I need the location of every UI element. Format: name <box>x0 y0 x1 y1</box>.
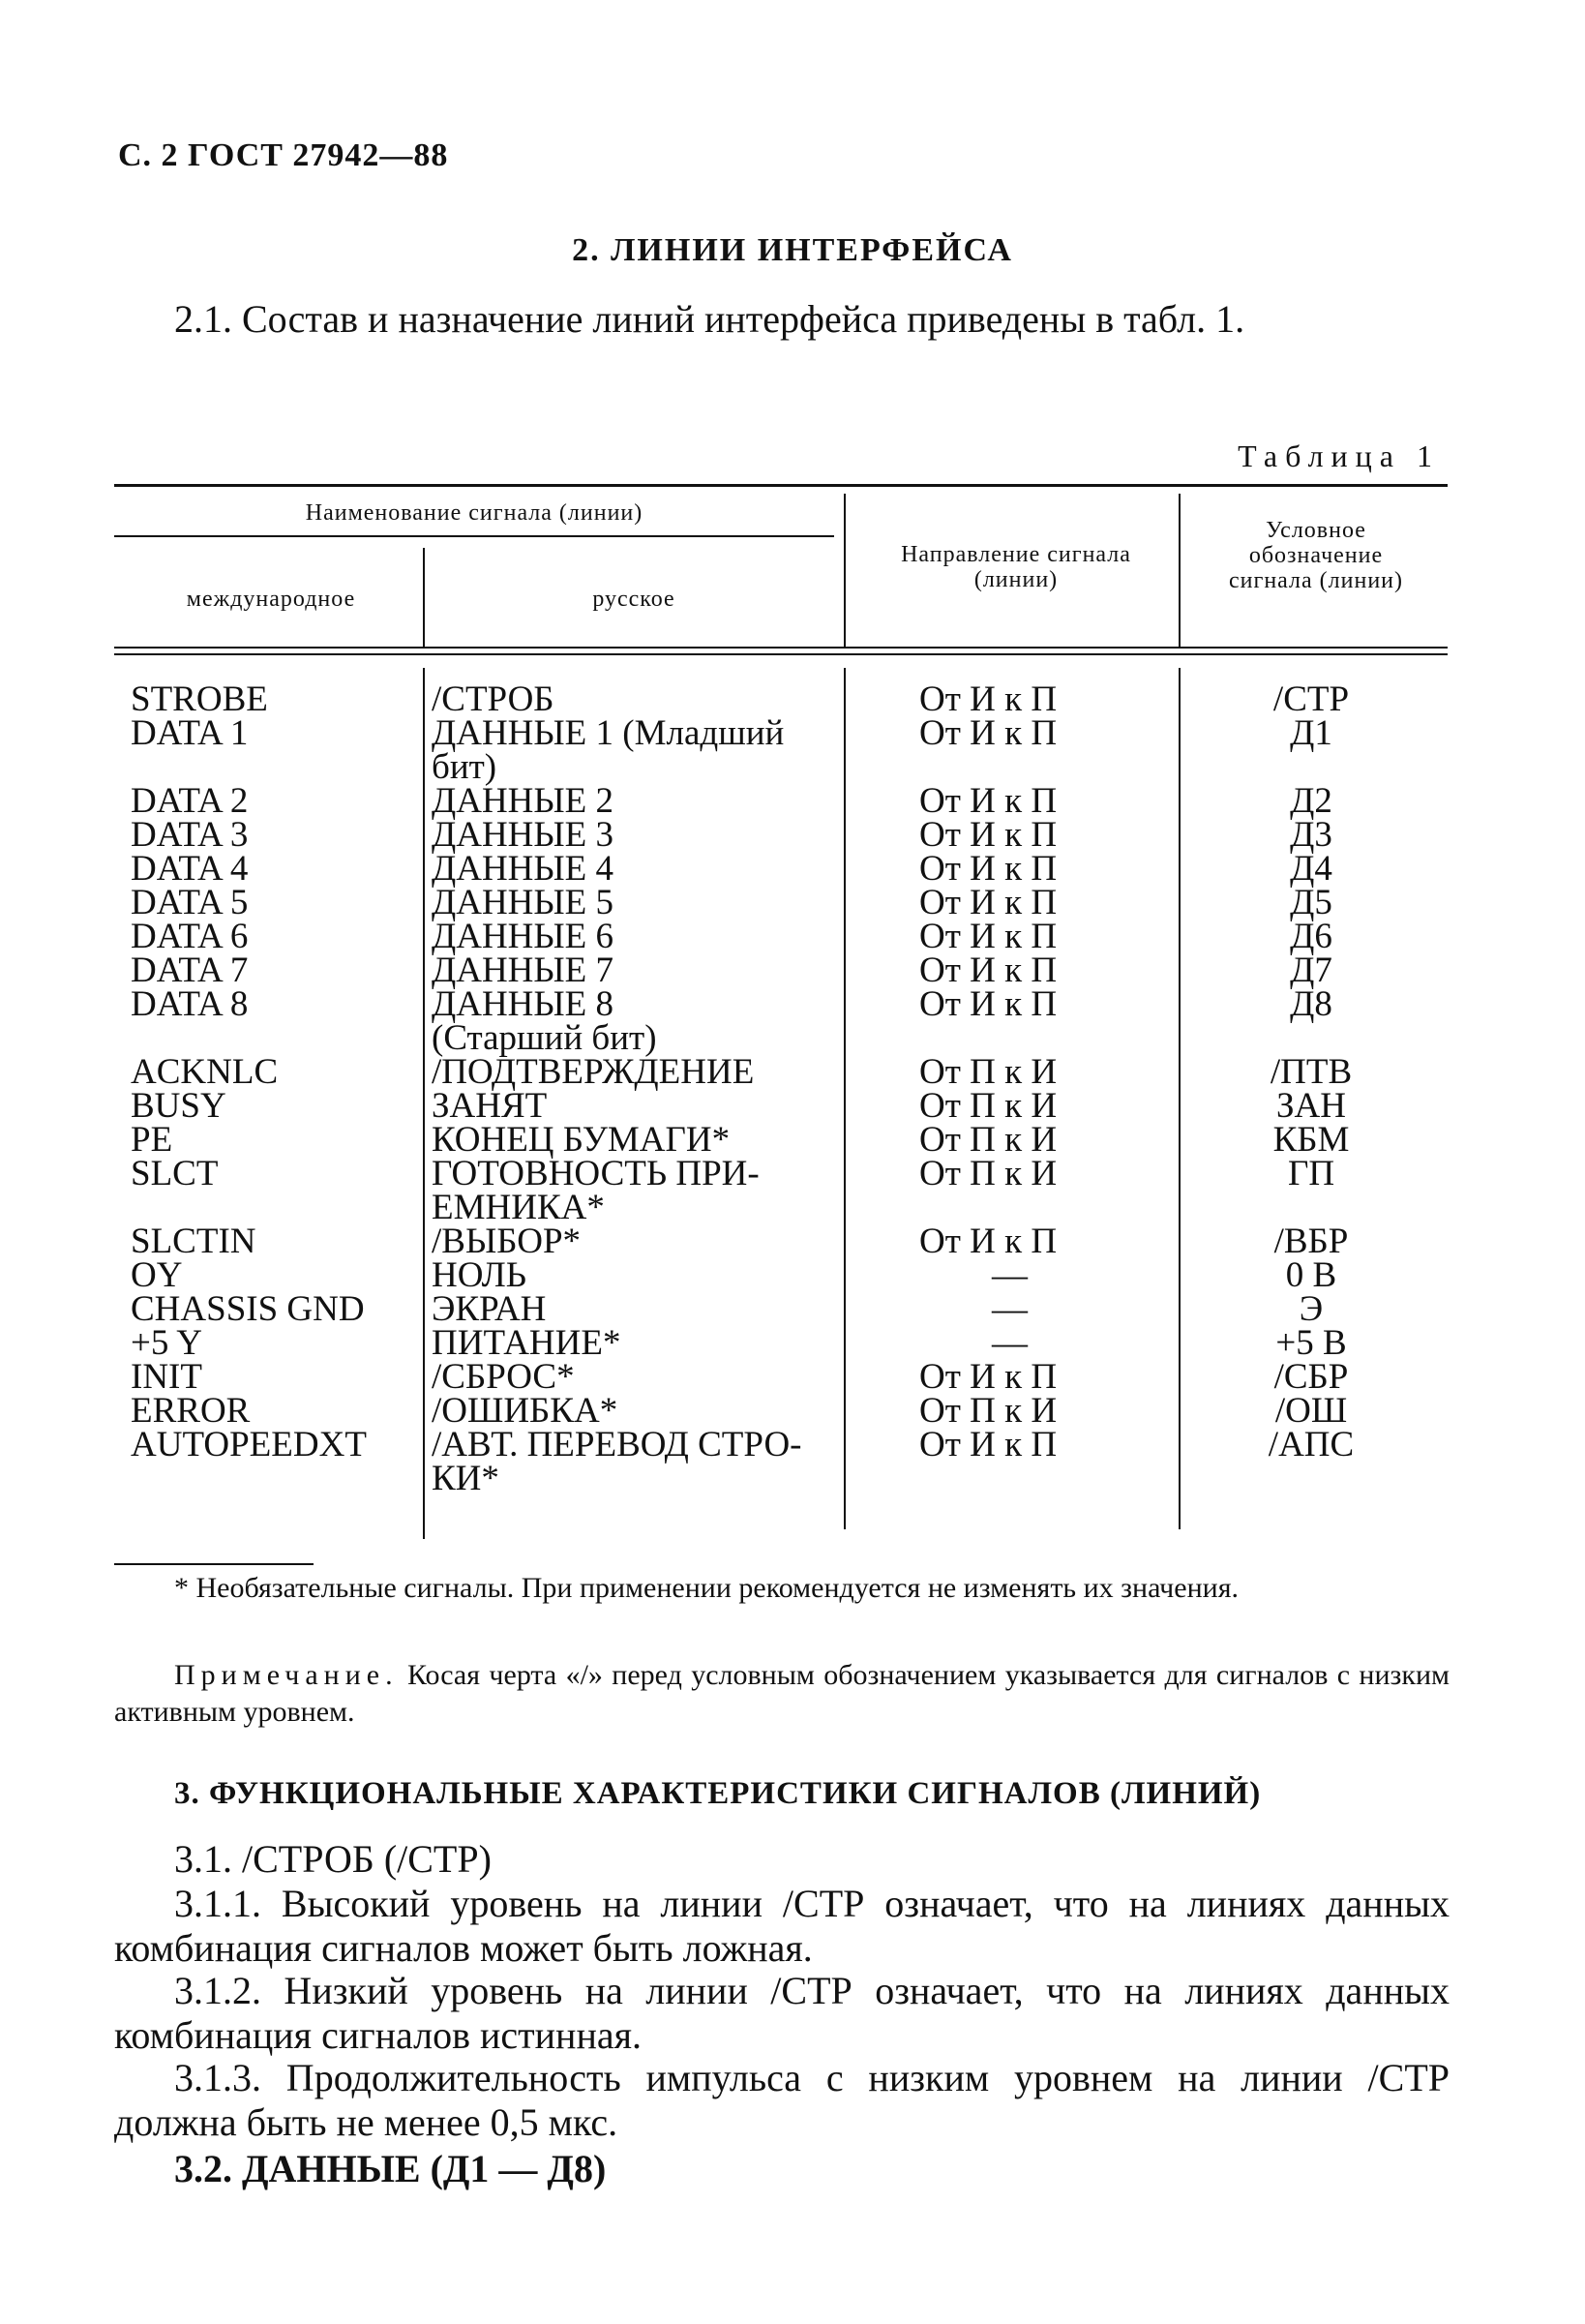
header-international: международное <box>186 587 356 612</box>
table-cell-dir: От И к П <box>919 917 1058 956</box>
col-divider-header-3 <box>1179 494 1181 647</box>
section-3-1-2: 3.1.2. Низкий уровень на линии /СТР означает, что на линиях данных комбинация сигналов истинная. <box>114 1969 1450 2057</box>
table-cell-dir: От И к П <box>919 781 1058 821</box>
table-cell-sym: Д5 <box>1290 883 1332 922</box>
table-cell-rus: ПИТАНИЕ* <box>432 1323 621 1363</box>
table-cell-rus: /ВЫБОР* <box>432 1222 582 1261</box>
table-cell-rus: ДАННЫЕ 8 (Старший бит) <box>432 984 657 1058</box>
table-cell-sym: ЗАН <box>1276 1086 1346 1126</box>
section-3-1-1: 3.1.1. Высокий уровень на линии /СТР означает, что на линиях данных комбинация сигналов может быть ложная. <box>114 1882 1450 1970</box>
table-cell-rus: ЗАНЯТ <box>432 1086 548 1126</box>
table-cell-dir: От И к П <box>919 883 1058 922</box>
footnote: * Необязательные сигналы. При применении рекомендуется не изменять их значения. <box>174 1572 1239 1604</box>
table-cell-sym: /ОШ <box>1274 1391 1348 1431</box>
table-cell-dir: От И к П <box>919 713 1058 753</box>
table-cell-sym: /СБР <box>1273 1357 1349 1397</box>
table-cell-sym: Д3 <box>1290 815 1332 855</box>
page-header: С. 2 ГОСТ 27942—88 <box>118 137 449 173</box>
remark-text: Косая черта «/» перед условным обозначением указывается для сигналов с низким активным уровнем. <box>114 1659 1450 1728</box>
table-cell-rus: /ПОДТВЕРЖДЕНИЕ <box>432 1052 755 1092</box>
table-header-rule-2 <box>114 653 1448 655</box>
table-cell-dir: — <box>992 1289 1028 1329</box>
table-cell-rus: ДАННЫЕ 1 (Младший бит) <box>432 713 785 787</box>
table-cell-intl: DATA 7 <box>131 951 249 990</box>
table-cell-dir: От П к И <box>919 1120 1058 1160</box>
header-signal-name: Наименование сигнала (линии) <box>305 500 643 526</box>
section-2-1-text: 2.1. Состав и назначение линий интерфейса приведены в табл. 1. <box>174 297 1245 341</box>
table-cell-sym: /ПТВ <box>1270 1052 1353 1092</box>
table-header-rule-1 <box>114 647 1448 649</box>
table-cell-rus: /АВТ. ПЕРЕВОД СТРО- КИ* <box>432 1425 802 1498</box>
table-cell-intl: OY <box>131 1255 183 1295</box>
table-cell-rus: ДАННЫЕ 4 <box>432 849 614 889</box>
table-cell-sym: /АПС <box>1268 1425 1355 1464</box>
table-cell-dir: От И к П <box>919 951 1058 990</box>
col-divider-body-2 <box>844 668 846 1529</box>
table-cell-intl: PE <box>131 1120 173 1160</box>
table-cell-rus: ДАННЫЕ 7 <box>432 951 614 990</box>
table-cell-rus: ДАННЫЕ 3 <box>432 815 614 855</box>
col-divider-header-1 <box>423 548 425 647</box>
table-cell-dir: От И к П <box>919 1357 1058 1397</box>
table-cell-sym: Д7 <box>1290 951 1332 990</box>
table-cell-sym: Э <box>1299 1289 1324 1329</box>
table-cell-sym: +5 В <box>1275 1323 1347 1363</box>
remark <box>114 1657 1450 1731</box>
section-2-title: 2. ЛИНИИ ИНТЕРФЕЙСА <box>572 232 1013 268</box>
header-symbol: Условное обозначение сигнала (линии) <box>1228 518 1403 593</box>
table-cell-intl: SLCT <box>131 1154 219 1193</box>
table-cell-dir: От И к П <box>919 1222 1058 1261</box>
table-cell-sym: Д2 <box>1290 781 1332 821</box>
table-cell-dir: — <box>992 1255 1028 1295</box>
table-cell-sym: Д1 <box>1290 713 1332 753</box>
table-cell-intl: DATA 4 <box>131 849 249 889</box>
footnote-rule <box>114 1563 314 1565</box>
table-cell-rus: ДАННЫЕ 6 <box>432 917 614 956</box>
table-cell-rus: /СТРОБ <box>432 679 554 719</box>
section-3-title: 3. ФУНКЦИОНАЛЬНЫЕ ХАРАКТЕРИСТИКИ СИГНАЛОВ (ЛИНИЙ) <box>174 1776 1262 1811</box>
table-cell-dir: От П к И <box>919 1391 1058 1431</box>
table-cell-sym: /ВБР <box>1273 1222 1349 1261</box>
table-cell-intl: BUSY <box>131 1086 226 1126</box>
table-cell-dir: От И к П <box>919 984 1058 1024</box>
table-cell-dir: От И к П <box>919 849 1058 889</box>
table-cell-intl: DATA 1 <box>131 713 249 753</box>
table-cell-dir: От П к И <box>919 1052 1058 1092</box>
col-divider-body-1 <box>423 668 425 1539</box>
table-cell-intl: STROBE <box>131 679 268 719</box>
table-cell-intl: +5 Y <box>131 1323 202 1363</box>
table-cell-dir: От И к П <box>919 1425 1058 1464</box>
table-cell-rus: ДАННЫЕ 2 <box>432 781 614 821</box>
table-subheader-rule <box>114 535 834 537</box>
table-cell-sym: Д6 <box>1290 917 1332 956</box>
table-cell-sym: /СТР <box>1272 679 1350 719</box>
table-top-rule <box>114 484 1448 487</box>
section-3-2-title: 3.2. ДАННЫЕ (Д1 — Д8) <box>174 2147 607 2190</box>
header-russian: русское <box>592 587 675 612</box>
table-cell-sym: ГП <box>1287 1154 1335 1193</box>
header-direction: Направление сигнала (линии) <box>901 542 1131 592</box>
table-cell-sym: КБМ <box>1272 1120 1350 1160</box>
table-cell-dir: От И к П <box>919 679 1058 719</box>
table-cell-rus: ЭКРАН <box>432 1289 547 1329</box>
table-cell-dir: От П к И <box>919 1086 1058 1126</box>
table-cell-rus: /СБРОС* <box>432 1357 575 1397</box>
table-cell-dir: — <box>992 1323 1028 1363</box>
table-cell-rus: ДАННЫЕ 5 <box>432 883 614 922</box>
table-cell-sym: Д4 <box>1290 849 1332 889</box>
table-cell-intl: CHASSIS GND <box>131 1289 365 1329</box>
table-cell-dir: От И к П <box>919 815 1058 855</box>
table-cell-sym: Д8 <box>1290 984 1332 1024</box>
table-cell-intl: DATA 2 <box>131 781 249 821</box>
remark-label: Примечание. <box>174 1659 399 1691</box>
table-cell-intl: ACKNLC <box>131 1052 279 1092</box>
table-cell-intl: SLCTIN <box>131 1222 256 1261</box>
col-divider-header-2 <box>844 494 846 647</box>
table-cell-intl: AUTOPEEDXT <box>131 1425 367 1464</box>
table-cell-sym: 0 В <box>1285 1255 1337 1295</box>
table-cell-rus: КОНЕЦ БУМАГИ* <box>432 1120 731 1160</box>
table-cell-intl: DATA 5 <box>131 883 249 922</box>
table-cell-intl: INIT <box>131 1357 202 1397</box>
table-cell-rus: ГОТОВНОСТЬ ПРИ- ЕМНИКА* <box>432 1154 760 1227</box>
table-cell-rus: НОЛЬ <box>432 1255 526 1295</box>
table-cell-dir: От П к И <box>919 1154 1058 1193</box>
table-cell-intl: ERROR <box>131 1391 251 1431</box>
section-3-1-title: 3.1. /СТРОБ (/СТР) <box>174 1837 492 1881</box>
table-cell-rus: /ОШИБКА* <box>432 1391 618 1431</box>
section-3-1-3: 3.1.3. Продолжительность импульса с низким уровнем на линии /СТР должна быть не менее 0,5 мкс. <box>114 2056 1450 2144</box>
table-cell-intl: DATA 3 <box>131 815 249 855</box>
table-cell-intl: DATA 8 <box>131 984 249 1024</box>
table-caption: Таблица 1 <box>1238 438 1440 473</box>
table-cell-intl: DATA 6 <box>131 917 249 956</box>
